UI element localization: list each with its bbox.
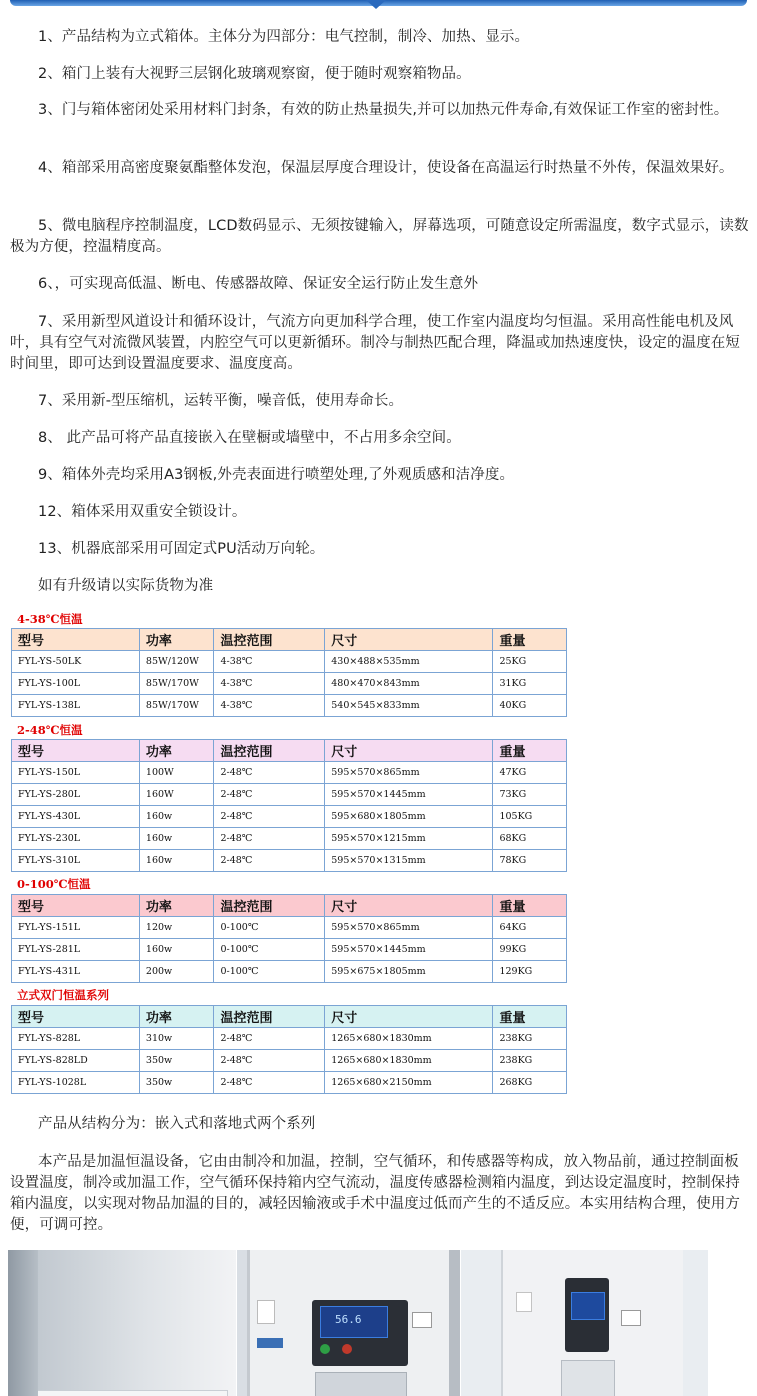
table-cell: 4-38℃ bbox=[214, 695, 325, 717]
table-row bbox=[12, 850, 567, 872]
table-cell: FYL-YS-230L bbox=[12, 828, 140, 850]
label-sticker bbox=[516, 1292, 532, 1312]
header-cell: 型号 bbox=[12, 1006, 140, 1028]
feature-paragraph: 5、微电脑程序控制温度，LCD数码显示、无须按键输入，屏幕选项，可随意设定所需温度，数字式显示，读数极为方便，控温精度高。 bbox=[10, 218, 749, 255]
feature-paragraph: 13、机器底部采用可固定式PU活动万向轮。 bbox=[38, 541, 325, 557]
header-cell: 功率 bbox=[139, 1006, 214, 1028]
table-cell: 160W bbox=[139, 784, 214, 806]
header-cell: 重量 bbox=[493, 895, 567, 917]
table-cell: 4-38℃ bbox=[214, 673, 325, 695]
table-cell: FYL-YS-50LK bbox=[12, 651, 140, 673]
header-cell: 尺寸 bbox=[325, 629, 493, 651]
spec-table bbox=[11, 894, 567, 983]
table-row bbox=[12, 1072, 567, 1094]
table-cell: 2-48℃ bbox=[214, 850, 325, 872]
warning-label bbox=[621, 1310, 641, 1326]
header-cell: 温控范围 bbox=[214, 629, 325, 651]
table-cell: 78KG bbox=[493, 850, 567, 872]
table-cell: 40KG bbox=[493, 695, 567, 717]
product-photo-3 bbox=[461, 1250, 708, 1396]
series-paragraph: 产品从结构分为：嵌入式和落地式两个系列 bbox=[38, 1116, 316, 1132]
table-cell: 0-100℃ bbox=[214, 939, 325, 961]
spec-table bbox=[11, 739, 567, 872]
table-row bbox=[12, 806, 567, 828]
table-cell: 2-48℃ bbox=[214, 806, 325, 828]
table-cell: 2-48℃ bbox=[214, 1028, 325, 1050]
control-panel bbox=[565, 1278, 609, 1352]
header-cell: 型号 bbox=[12, 629, 140, 651]
warning-label bbox=[412, 1312, 432, 1328]
table-header-row bbox=[12, 1006, 567, 1028]
glass-door bbox=[315, 1372, 407, 1396]
feature-paragraph: 12、箱体采用双重安全锁设计。 bbox=[38, 504, 247, 520]
table-cell: FYL-YS-1028L bbox=[12, 1072, 140, 1094]
table-cell: 350w bbox=[139, 1072, 214, 1094]
table-cell: 160w bbox=[139, 828, 214, 850]
header-cell: 功率 bbox=[139, 740, 214, 762]
spec-table bbox=[11, 628, 567, 717]
spec-table bbox=[11, 1005, 567, 1094]
table-header-row bbox=[12, 740, 567, 762]
table-cell: FYL-YS-281L bbox=[12, 939, 140, 961]
cabinet-top bbox=[26, 1390, 228, 1396]
table-cell: 47KG bbox=[493, 762, 567, 784]
feature-paragraph: 7、采用新型风道设计和循环设计，气流方向更加科学合理，使工作室内温度均匀恒温。采用高性能电机及风叶，具有空气对流微风装置，内腔空气可以更新循环。制冷与制热匹配合理，降温或加热速度快，设定的温度在短时间里，即可达到设置温度要求、温度度高。 bbox=[10, 314, 740, 372]
table-cell: 268KG bbox=[493, 1072, 567, 1094]
table-cell: 160w bbox=[139, 806, 214, 828]
table-row bbox=[12, 673, 567, 695]
table-cell: 238KG bbox=[493, 1050, 567, 1072]
table-row bbox=[12, 695, 567, 717]
table-cell: FYL-YS-100L bbox=[12, 673, 140, 695]
table-cell: 160w bbox=[139, 939, 214, 961]
header-cell: 重量 bbox=[493, 1006, 567, 1028]
header-cell: 功率 bbox=[139, 895, 214, 917]
table-cell: 350w bbox=[139, 1050, 214, 1072]
upgrade-note: 如有升级请以实际货物为准 bbox=[38, 578, 214, 594]
table-cell: 64KG bbox=[493, 917, 567, 939]
table-cell: FYL-YS-431L bbox=[12, 961, 140, 983]
feature-paragraph: 3、门与箱体密闭处采用材料门封条，有效的防止热量损失,并可以加热元件寿命,有效保证工作室的密封性。 bbox=[38, 102, 729, 118]
table-cell: FYL-YS-150L bbox=[12, 762, 140, 784]
table-cell: 480×470×843mm bbox=[325, 673, 493, 695]
header-cell: 温控范围 bbox=[214, 740, 325, 762]
table-cell: FYL-YS-310L bbox=[12, 850, 140, 872]
cabinet-side bbox=[449, 1250, 460, 1396]
table-cell: 2-48℃ bbox=[214, 828, 325, 850]
table-cell: 129KG bbox=[493, 961, 567, 983]
table-cell: 238KG bbox=[493, 1028, 567, 1050]
section-title: 2-48℃恒温 bbox=[17, 723, 83, 737]
table-row bbox=[12, 917, 567, 939]
control-panel bbox=[312, 1300, 408, 1366]
header-cell: 尺寸 bbox=[325, 740, 493, 762]
header-cell: 重量 bbox=[493, 629, 567, 651]
table-row bbox=[12, 1028, 567, 1050]
label-sticker bbox=[257, 1300, 275, 1324]
table-row bbox=[12, 828, 567, 850]
top-banner-notch bbox=[366, 0, 386, 9]
header-cell: 型号 bbox=[12, 895, 140, 917]
table-cell: 2-48℃ bbox=[214, 1050, 325, 1072]
table-cell: 595×570×1445mm bbox=[325, 939, 493, 961]
table-row bbox=[12, 961, 567, 983]
table-cell: 0-100℃ bbox=[214, 961, 325, 983]
table-cell: 595×570×865mm bbox=[325, 762, 493, 784]
table-cell: 85W/170W bbox=[139, 695, 214, 717]
table-cell: 2-48℃ bbox=[214, 1072, 325, 1094]
feature-paragraph: 8、 此产品可将产品直接嵌入在壁橱或墙壁中，不占用多余空间。 bbox=[38, 430, 461, 446]
table-cell: 85W/170W bbox=[139, 673, 214, 695]
feature-paragraph: 9、箱体外壳均采用A3钢板,外壳表面进行喷塑处理,了外观质感和洁净度。 bbox=[38, 467, 515, 483]
table-cell: 25KG bbox=[493, 651, 567, 673]
product-photo-2 bbox=[237, 1250, 460, 1396]
wall-edge bbox=[8, 1250, 38, 1396]
feature-paragraph: 6、，可实现高低温、断电、传感器故障、保证安全运行防止发生意外 bbox=[38, 276, 479, 292]
section-title: 0-100℃恒温 bbox=[17, 877, 91, 891]
header-cell: 功率 bbox=[139, 629, 214, 651]
table-cell: 430×488×535mm bbox=[325, 651, 493, 673]
feature-paragraph: 1、产品结构为立式箱体。主体分为四部分：电气控制，制冷、加热、显示。 bbox=[38, 29, 530, 45]
table-row bbox=[12, 939, 567, 961]
table-cell: 73KG bbox=[493, 784, 567, 806]
product-photo-1 bbox=[8, 1250, 236, 1396]
table-cell: 595×675×1805mm bbox=[325, 961, 493, 983]
header-cell: 温控范围 bbox=[214, 1006, 325, 1028]
table-cell: 310w bbox=[139, 1028, 214, 1050]
table-cell: 160w bbox=[139, 850, 214, 872]
table-cell: FYL-YS-828LD bbox=[12, 1050, 140, 1072]
table-cell: 2-48℃ bbox=[214, 762, 325, 784]
table-cell: 120w bbox=[139, 917, 214, 939]
table-row bbox=[12, 784, 567, 806]
table-cell: 99KG bbox=[493, 939, 567, 961]
feature-paragraph: 7、采用新-型压缩机，运转平衡，噪音低，使用寿命长。 bbox=[38, 393, 404, 409]
table-cell: 85W/120W bbox=[139, 651, 214, 673]
section-title: 立式双门恒温系列 bbox=[17, 988, 109, 1002]
table-cell: 0-100℃ bbox=[214, 917, 325, 939]
feature-paragraph: 2、箱门上装有大视野三层钢化玻璃观察窗，便于随时观察箱物品。 bbox=[38, 66, 471, 82]
stop-button bbox=[342, 1344, 352, 1354]
table-cell: 595×570×865mm bbox=[325, 917, 493, 939]
table-cell: FYL-YS-828L bbox=[12, 1028, 140, 1050]
table-header-row bbox=[12, 629, 567, 651]
table-cell: 1265×680×1830mm bbox=[325, 1028, 493, 1050]
table-cell: 1265×680×2150mm bbox=[325, 1072, 493, 1094]
power-button bbox=[320, 1344, 330, 1354]
table-cell: 68KG bbox=[493, 828, 567, 850]
table-cell: 595×570×1315mm bbox=[325, 850, 493, 872]
table-cell: 595×680×1805mm bbox=[325, 806, 493, 828]
table-cell: 540×545×833mm bbox=[325, 695, 493, 717]
table-row bbox=[12, 762, 567, 784]
table-row bbox=[12, 1050, 567, 1072]
table-cell: 100W bbox=[139, 762, 214, 784]
table-row bbox=[12, 651, 567, 673]
table-cell: FYL-YS-138L bbox=[12, 695, 140, 717]
feature-paragraph: 4、箱部采用高密度聚氨酯整体发泡，保温层厚度合理设计，使设备在高温运行时热量不外传，保温效果好。 bbox=[38, 160, 734, 176]
top-banner bbox=[0, 0, 757, 10]
table-cell: FYL-YS-151L bbox=[12, 917, 140, 939]
table-cell: 4-38℃ bbox=[214, 651, 325, 673]
table-cell: FYL-YS-280L bbox=[12, 784, 140, 806]
table-cell: 31KG bbox=[493, 673, 567, 695]
header-cell: 尺寸 bbox=[325, 895, 493, 917]
table-cell: 200w bbox=[139, 961, 214, 983]
description-paragraph: 本产品是加温恒温设备，它由由制冷和加温，控制，空气循环，和传感器等构成，放入物品前，通过控制面板设置温度，制冷或加温工作，空气循环保持箱内空气流动，温度传感器检测箱内温度，到达设定温度时，控制保持箱内温度，以实现对物品加温的目的，减轻因输液或手术中温度过低而产生的不适反应。本实用结构合理，使用方便，可调可控。 bbox=[10, 1154, 740, 1233]
table-cell: 1265×680×1830mm bbox=[325, 1050, 493, 1072]
table-cell: 595×570×1215mm bbox=[325, 828, 493, 850]
lcd-screen bbox=[320, 1306, 388, 1338]
lcd-screen bbox=[571, 1292, 605, 1320]
table-cell: 105KG bbox=[493, 806, 567, 828]
header-cell: 型号 bbox=[12, 740, 140, 762]
header-cell: 尺寸 bbox=[325, 1006, 493, 1028]
table-cell: 2-48℃ bbox=[214, 784, 325, 806]
lcd-temperature: 56.6 bbox=[335, 1313, 362, 1326]
table-header-row bbox=[12, 895, 567, 917]
table-cell: FYL-YS-430L bbox=[12, 806, 140, 828]
glass-door bbox=[561, 1360, 615, 1396]
label-sticker bbox=[257, 1338, 283, 1348]
header-cell: 温控范围 bbox=[214, 895, 325, 917]
table-cell: 595×570×1445mm bbox=[325, 784, 493, 806]
section-title: 4-38℃恒温 bbox=[17, 612, 83, 626]
header-cell: 重量 bbox=[493, 740, 567, 762]
